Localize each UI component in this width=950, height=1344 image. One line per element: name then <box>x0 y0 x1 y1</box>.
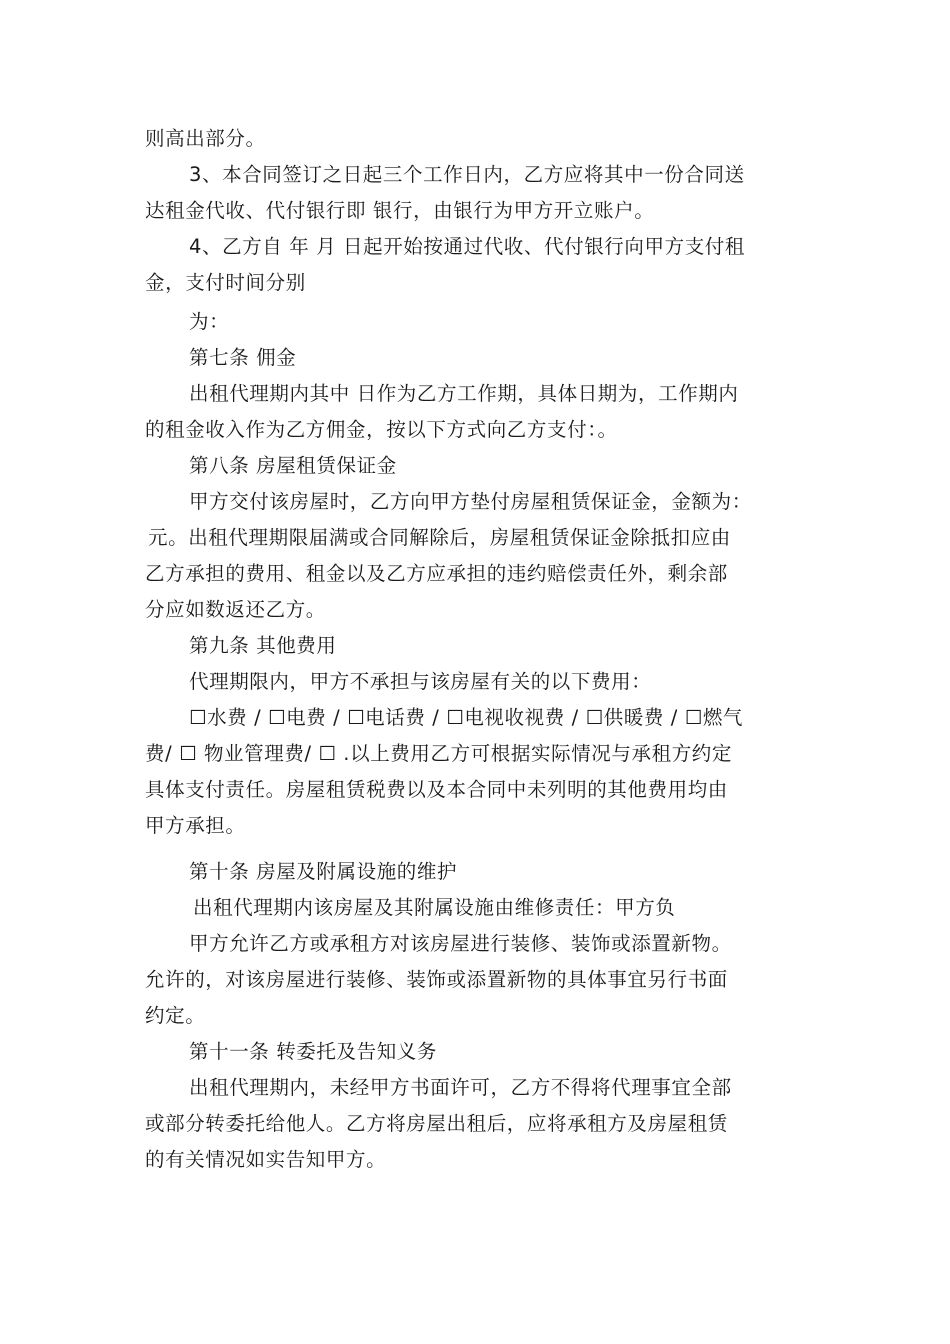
text-line: 则高出部分。 <box>145 127 266 150</box>
text-line: 3、本合同签订之日起三个工作日内，乙方应将其中一份合同送 <box>189 163 745 186</box>
text-line: 甲方允许乙方或承租方对该房屋进行装修、装饰或添置新物。 <box>189 932 732 955</box>
text-line: 出租代理期内其中 日作为乙方工作期，具体日期为，工作期内 <box>189 382 739 405</box>
text-line: 具体支付责任。房屋租赁税费以及本合同中未列明的其他费用均由 <box>145 778 728 801</box>
text-line: 金，支付时间分别 <box>145 271 306 294</box>
text-line: 4、乙方自 年 月 日起开始按通过代收、代付银行向甲方支付租 <box>189 235 746 258</box>
text-line: 乙方承担的费用、租金以及乙方应承担的违约赔偿责任外，剩余部 <box>145 562 728 585</box>
text-line: 达租金代收、代付银行即 银行，由银行为甲方开立账户。 <box>145 199 655 222</box>
text-line: 甲方承担。 <box>145 814 246 837</box>
section-heading: 第十条 房屋及附属设施的维护 <box>189 860 458 883</box>
text-line: 出租代理期内，未经甲方书面许可，乙方不得将代理事宜全部 <box>189 1076 732 1099</box>
text-line: 代理期限内，甲方不承担与该房屋有关的以下费用： <box>189 670 652 693</box>
text-line: ☐水费 / ☐电费 / ☐电话费 / ☐电视收视费 / ☐供暖费 / ☐燃气 <box>189 706 744 729</box>
text-line: 允许的，对该房屋进行装修、装饰或添置新物的具体事宜另行书面 <box>145 968 728 991</box>
text-line: 或部分转委托给他人。乙方将房屋出租后，应将承租方及房屋租赁 <box>145 1112 728 1135</box>
text-line: 约定。 <box>145 1004 206 1027</box>
text-line: 出租代理期内该房屋及其附属设施由维修责任：甲方负 <box>193 896 676 919</box>
section-heading: 第七条 佣金 <box>189 346 297 369</box>
text-line: 甲方交付该房屋时，乙方向甲方垫付房屋租赁保证金，金额为： <box>189 490 752 513</box>
text-line: 为： <box>189 310 230 333</box>
text-line: 元。出租代理期限届满或合同解除后，房屋租赁保证金除抵扣应由 <box>148 526 731 549</box>
text-line: 费/ ☐ 物业管理费/ ☐ .以上费用乙方可根据实际情况与承租方约定 <box>145 742 732 765</box>
section-heading: 第九条 其他费用 <box>189 634 337 657</box>
text-line: 的有关情况如实告知甲方。 <box>145 1148 387 1171</box>
section-heading: 第十一条 转委托及告知义务 <box>189 1040 437 1063</box>
text-line: 分应如数返还乙方。 <box>145 598 326 621</box>
section-heading: 第八条 房屋租赁保证金 <box>189 454 397 477</box>
text-line: 的租金收入作为乙方佣金，按以下方式向乙方支付：。 <box>145 418 618 441</box>
